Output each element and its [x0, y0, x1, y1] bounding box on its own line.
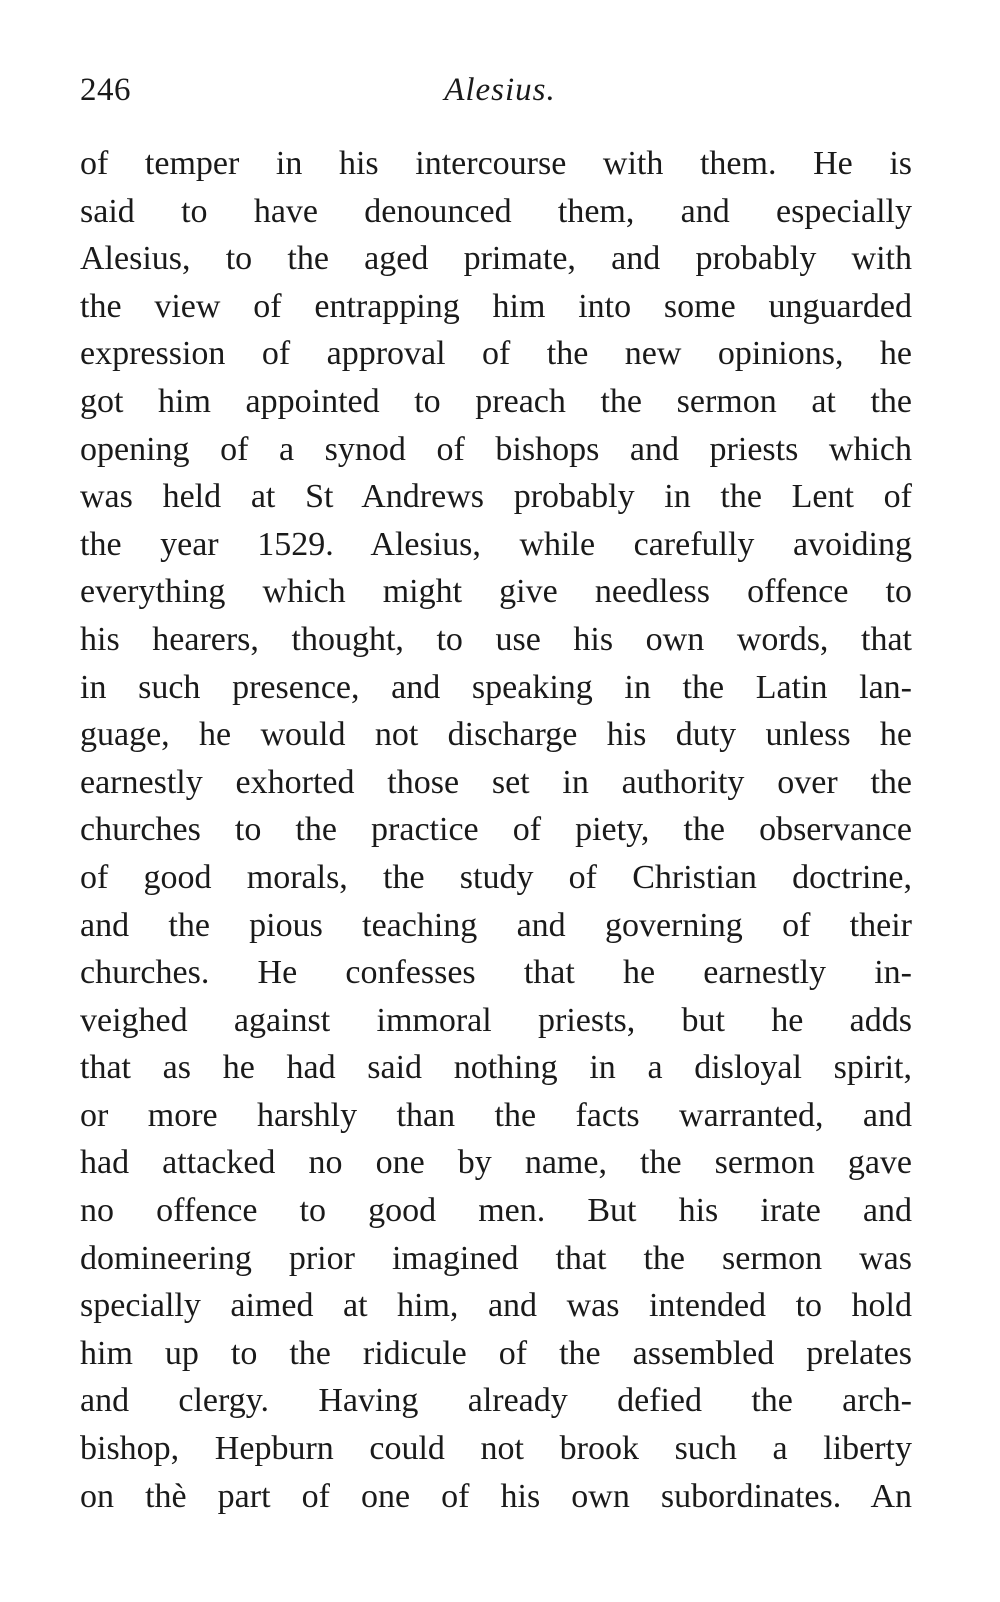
text-line: the year 1529. Alesius, while carefully avoiding: [80, 525, 912, 563]
text-line: domineering prior imagined that the sermon was: [80, 1239, 912, 1277]
text-line: his hearers, thought, to use his own words, that: [80, 620, 912, 658]
text-line: got him appointed to preach the sermon at the: [80, 382, 912, 420]
text-line: earnestly exhorted those set in authority over the: [80, 763, 912, 801]
text-line: everything which might give needless offence to: [80, 573, 912, 611]
text-line: churches. He confesses that he earnestly in-: [80, 954, 912, 992]
text-line: the view of entrapping him into some unguarded: [80, 287, 912, 325]
text-line: of temper in his intercourse with them. He is: [80, 145, 912, 182]
text-line: of good morals, the study of Christian doctrine,: [80, 858, 912, 896]
text-line: bishop, Hepburn could not brook such a liberty: [80, 1430, 912, 1468]
text-line: guage, he would not discharge his duty unless he: [80, 716, 912, 754]
text-line: on thè part of one of his own subordinates. An: [80, 1477, 912, 1515]
text-line: churches to the practice of piety, the observance: [80, 811, 912, 849]
text-line: had attacked no one by name, the sermon gave: [80, 1144, 912, 1182]
text-line: or more harshly than the facts warranted, and: [80, 1096, 912, 1134]
text-line: Alesius, to the aged primate, and probably with: [80, 240, 912, 278]
text-line: specially aimed at him, and was intended to hold: [80, 1287, 912, 1325]
text-line: him up to the ridicule of the assembled prelates: [80, 1334, 912, 1372]
text-line: veighed against immoral priests, but he adds: [80, 1001, 912, 1039]
page-number: 246: [80, 72, 131, 108]
text-line: expression of approval of the new opinions, he: [80, 335, 912, 373]
body-text: [80, 140, 912, 1520]
text-line: and the pious teaching and governing of their: [80, 906, 912, 944]
text-line: was held at St Andrews probably in the Lent of: [80, 478, 912, 516]
text-line: said to have denounced them, and especially: [80, 192, 912, 230]
text-line: no offence to good men. But his irate and: [80, 1192, 912, 1230]
text-line: opening of a synod of bishops and priests which: [80, 430, 912, 468]
text-line: in such presence, and speaking in the Latin lan-: [80, 668, 912, 706]
running-title: Alesius.: [444, 72, 556, 108]
text-line: and clergy. Having already defied the arch-: [80, 1382, 912, 1420]
text-line: that as he had said nothing in a disloyal spirit,: [80, 1049, 912, 1087]
running-head: [80, 70, 920, 120]
